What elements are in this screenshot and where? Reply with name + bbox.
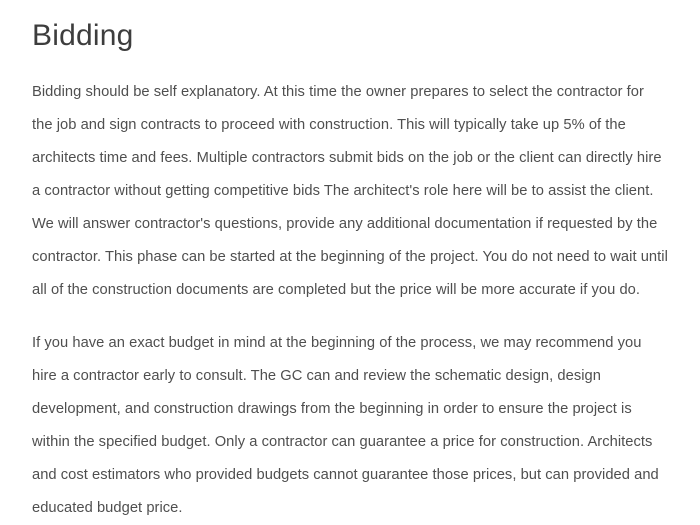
- body-paragraph-2: If you have an exact budget in mind at the beginning of the process, we may recommend you hire a contractor early to consult. The GC can and review the schematic design, design development, and construction drawings from the beginning in order to ensure the project is within the specified budget. Only a contractor can guarantee a price for construction. Architects and cost estimators who provided budgets cannot guarantee those prices, but can provided and educated budget price.: [32, 335, 659, 516]
- page-title: Bidding: [32, 19, 134, 52]
- body-paragraph-1: Bidding should be self explanatory. At this time the owner prepares to select the contractor for the job and sign contracts to proceed with construction. This will typically take up 5% of the architects time and fees. Multiple contractors submit bids on the job or the client can directly hire a contractor without getting competitive bids The architect's role here will be to assist the client. We will answer contractor's questions, provide any additional documentation if requested by the contractor. This phase can be started at the beginning of the project. You do not need to wait until all of the construction documents are completed but the price will be more accurate if you do.: [32, 84, 668, 298]
